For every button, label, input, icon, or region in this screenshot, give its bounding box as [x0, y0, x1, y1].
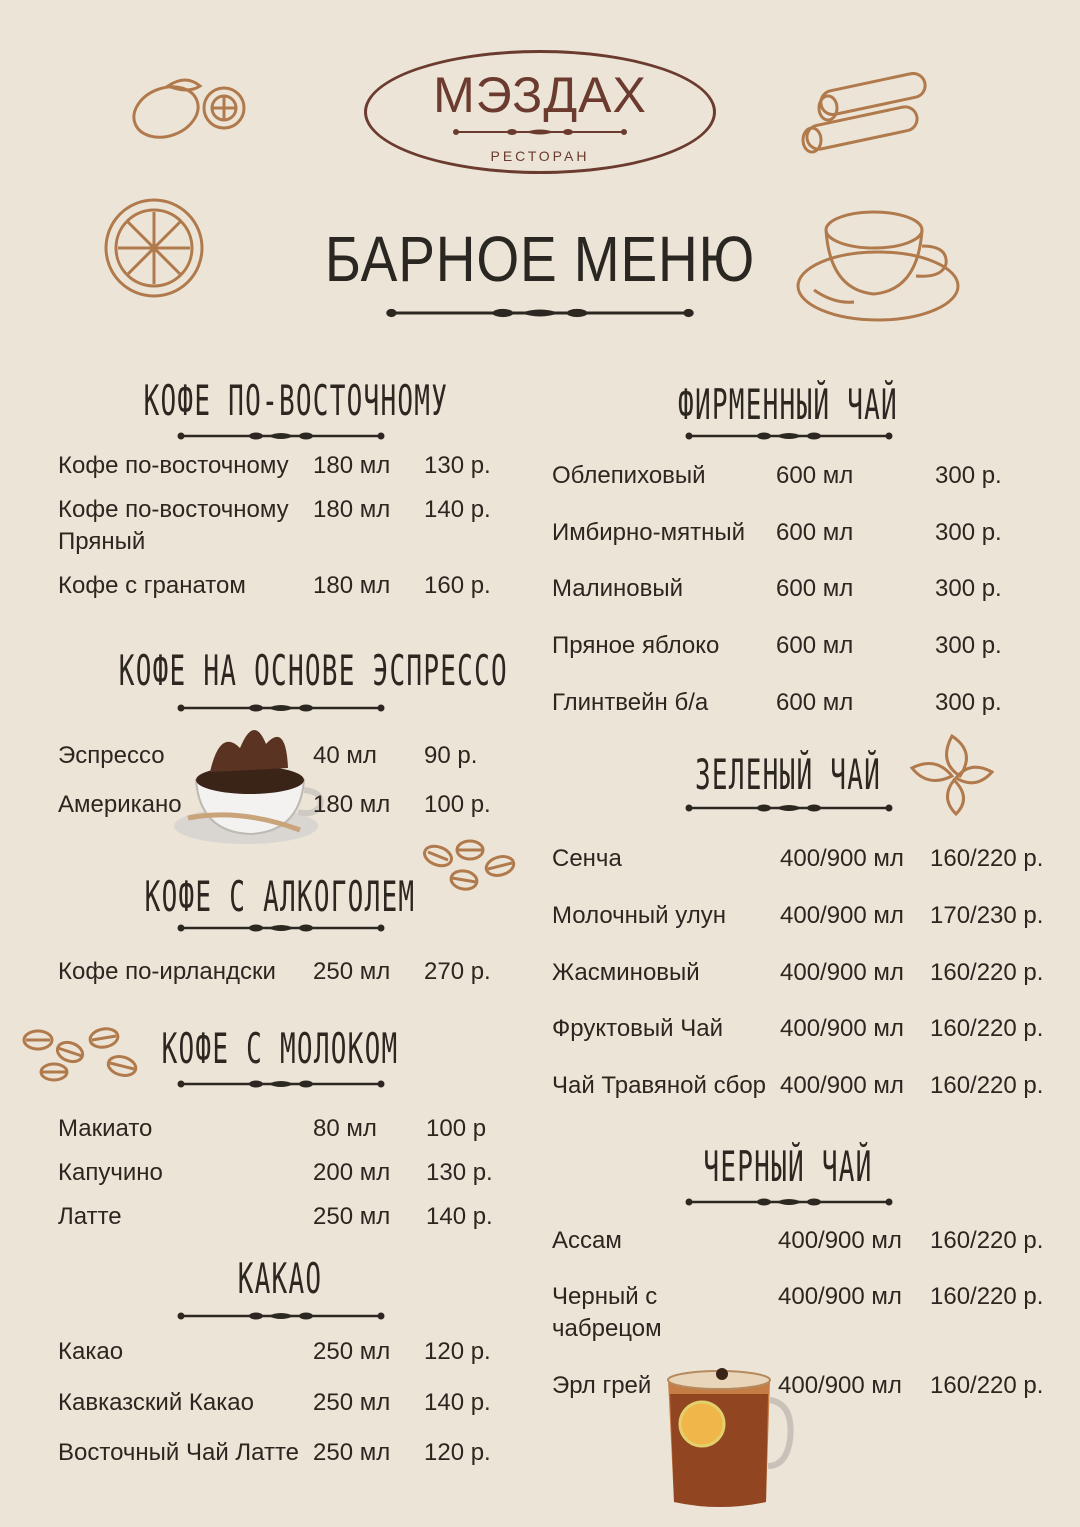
menu-item-name: Жасминовый: [552, 959, 700, 986]
section-divider: [176, 430, 386, 442]
menu-item-price: 120 р.: [424, 1439, 491, 1466]
section-divider: [176, 702, 386, 714]
menu-item-volume: 600 мл: [776, 575, 854, 602]
menu-item-name: Чай Травяной сбор: [552, 1072, 767, 1099]
menu-item-volume: 250 мл: [313, 1389, 391, 1416]
menu-item-name: Фруктовый Чай: [552, 1015, 723, 1042]
logo-name: МЭЗДАХ: [433, 67, 647, 123]
mint-leaves-icon: [906, 732, 998, 816]
cinnamon-sticks-icon: [798, 72, 932, 156]
menu-item-volume: 180 мл: [313, 496, 391, 523]
menu-item-volume: 400/900 мл: [778, 1283, 902, 1310]
menu-item-price: 160/220 р.: [930, 959, 1044, 986]
menu-item-price: 140 р.: [424, 1389, 491, 1416]
menu-item-price: 140 р.: [426, 1203, 493, 1230]
menu-item-name: Капучино: [58, 1159, 163, 1186]
menu-item-name: Черный с чабрецом: [552, 1283, 662, 1342]
menu-item-name: Какао: [58, 1338, 124, 1365]
menu-item-price: 170/230 р.: [930, 902, 1044, 929]
menu-item-volume: 40 мл: [313, 742, 377, 769]
menu-item-name: Восточный Чай Латте: [58, 1439, 300, 1466]
coffee-cup-icon: [794, 206, 964, 326]
menu-item-price: 130 р.: [426, 1159, 493, 1186]
section-title-signature-tea: ФИРМЕННЫЙ ЧАЙ: [678, 380, 898, 429]
menu-item-volume: 600 мл: [776, 519, 854, 546]
menu-item-price: 160/220 р.: [930, 845, 1044, 872]
menu-item-price: 100 р.: [424, 791, 491, 818]
menu-item-price: 300 р.: [935, 519, 1002, 546]
menu-item-name: Макиато: [58, 1115, 153, 1142]
menu-item-price: 160/220 р.: [930, 1015, 1044, 1042]
section-divider: [684, 1196, 894, 1208]
menu-item-volume: 180 мл: [313, 572, 391, 599]
section-divider: [176, 1310, 386, 1322]
logo-subtitle: РЕСТОРАН: [490, 148, 590, 164]
section-divider: [684, 802, 894, 814]
section-title-black-tea: ЧЕРНЫЙ ЧАЙ: [703, 1142, 873, 1191]
menu-item-price: 120 р.: [424, 1338, 491, 1365]
menu-item-volume: 600 мл: [776, 462, 854, 489]
menu-item-name: Кофе по-восточному: [58, 452, 289, 479]
section-title-green-tea: ЗЕЛЕНЫЙ ЧАЙ: [694, 750, 882, 799]
menu-item-price: 160/220 р.: [930, 1072, 1044, 1099]
menu-item-name: Ассам: [552, 1227, 622, 1254]
menu-item-name: Глинтвейн б/а: [552, 689, 709, 716]
menu-item-volume: 400/900 мл: [778, 1372, 902, 1399]
coffee-beans-icon: [18, 1022, 144, 1084]
lemon-sketch-icon: [128, 72, 248, 142]
menu-item-volume: 400/900 мл: [780, 1015, 904, 1042]
section-title-coffee-alcohol: КОФЕ С АЛКОГОЛЕМ: [144, 872, 416, 921]
menu-item-name: Сенча: [552, 845, 622, 872]
menu-item-name: Малиновый: [552, 575, 684, 602]
orange-slice-icon: [100, 198, 208, 298]
menu-item-name: Имбирно-мятный: [552, 519, 745, 546]
menu-item-price: 270 р.: [424, 958, 491, 985]
menu-item-volume: 180 мл: [313, 791, 391, 818]
menu-item-name: Пряное яблоко: [552, 632, 720, 659]
menu-item-volume: 200 мл: [313, 1159, 391, 1186]
menu-item-price: 140 р.: [424, 496, 491, 523]
menu-item-volume: 250 мл: [313, 958, 391, 985]
tea-glass-icon: [650, 1354, 796, 1514]
menu-item-volume: 400/900 мл: [780, 902, 904, 929]
menu-item-name: Молочный улун: [552, 902, 726, 929]
menu-item-price: 160/220 р.: [930, 1283, 1044, 1310]
menu-item-name: Эрл грей: [552, 1372, 652, 1399]
espresso-splash-icon: [170, 708, 330, 854]
menu-item-price: 160/220 р.: [930, 1372, 1044, 1399]
menu-item-price: 300 р.: [935, 462, 1002, 489]
section-divider: [176, 922, 386, 934]
coffee-beans-icon: [420, 836, 526, 896]
logo-divider: [452, 127, 628, 137]
menu-item-volume: 180 мл: [313, 452, 391, 479]
menu-item-price: 300 р.: [935, 632, 1002, 659]
menu-item-price: 100 р: [426, 1115, 487, 1142]
menu-item-price: 300 р.: [935, 689, 1002, 716]
section-title-espresso: КОФЕ НА ОСНОВЕ ЭСПРЕССО: [118, 646, 508, 695]
menu-item-price: 160 р.: [424, 572, 491, 599]
menu-item-name: Кофе по-ирландски: [58, 958, 276, 985]
menu-item-price: 130 р.: [424, 452, 491, 479]
page-title: БАРНОЕ МЕНЮ: [324, 223, 756, 295]
menu-item-volume: 600 мл: [776, 632, 854, 659]
title-divider: [384, 306, 696, 320]
menu-item-volume: 250 мл: [313, 1203, 391, 1230]
menu-item-volume: 250 мл: [313, 1439, 391, 1466]
menu-item-name: Облепиховый: [552, 462, 706, 489]
menu-item-name: Американо: [58, 791, 182, 818]
menu-item-volume: 600 мл: [776, 689, 854, 716]
menu-item-volume: 400/900 мл: [780, 845, 904, 872]
menu-item-name: Латте: [58, 1203, 122, 1230]
menu-item-price: 90 р.: [424, 742, 478, 769]
menu-item-volume: 80 мл: [313, 1115, 377, 1142]
menu-item-volume: 400/900 мл: [780, 959, 904, 986]
section-title-eastern-coffee: КОФЕ ПО-ВОСТОЧНОМУ: [143, 376, 449, 425]
section-title-coffee-milk: КОФЕ С МОЛОКОМ: [161, 1024, 399, 1073]
menu-item-name: Кофе с гранатом: [58, 572, 246, 599]
menu-item-name: Кавказский Какао: [58, 1389, 254, 1416]
section-title-cocoa: КАКАО: [237, 1254, 323, 1303]
menu-item-price: 300 р.: [935, 575, 1002, 602]
menu-item-volume: 250 мл: [313, 1338, 391, 1365]
menu-item-name: Эспрессо: [58, 742, 165, 769]
section-divider: [684, 430, 894, 442]
section-divider: [176, 1078, 386, 1090]
menu-item-volume: 400/900 мл: [780, 1072, 904, 1099]
menu-item-name: Кофе по-восточному Пряный: [58, 496, 289, 555]
menu-item-price: 160/220 р.: [930, 1227, 1044, 1254]
menu-item-volume: 400/900 мл: [778, 1227, 902, 1254]
